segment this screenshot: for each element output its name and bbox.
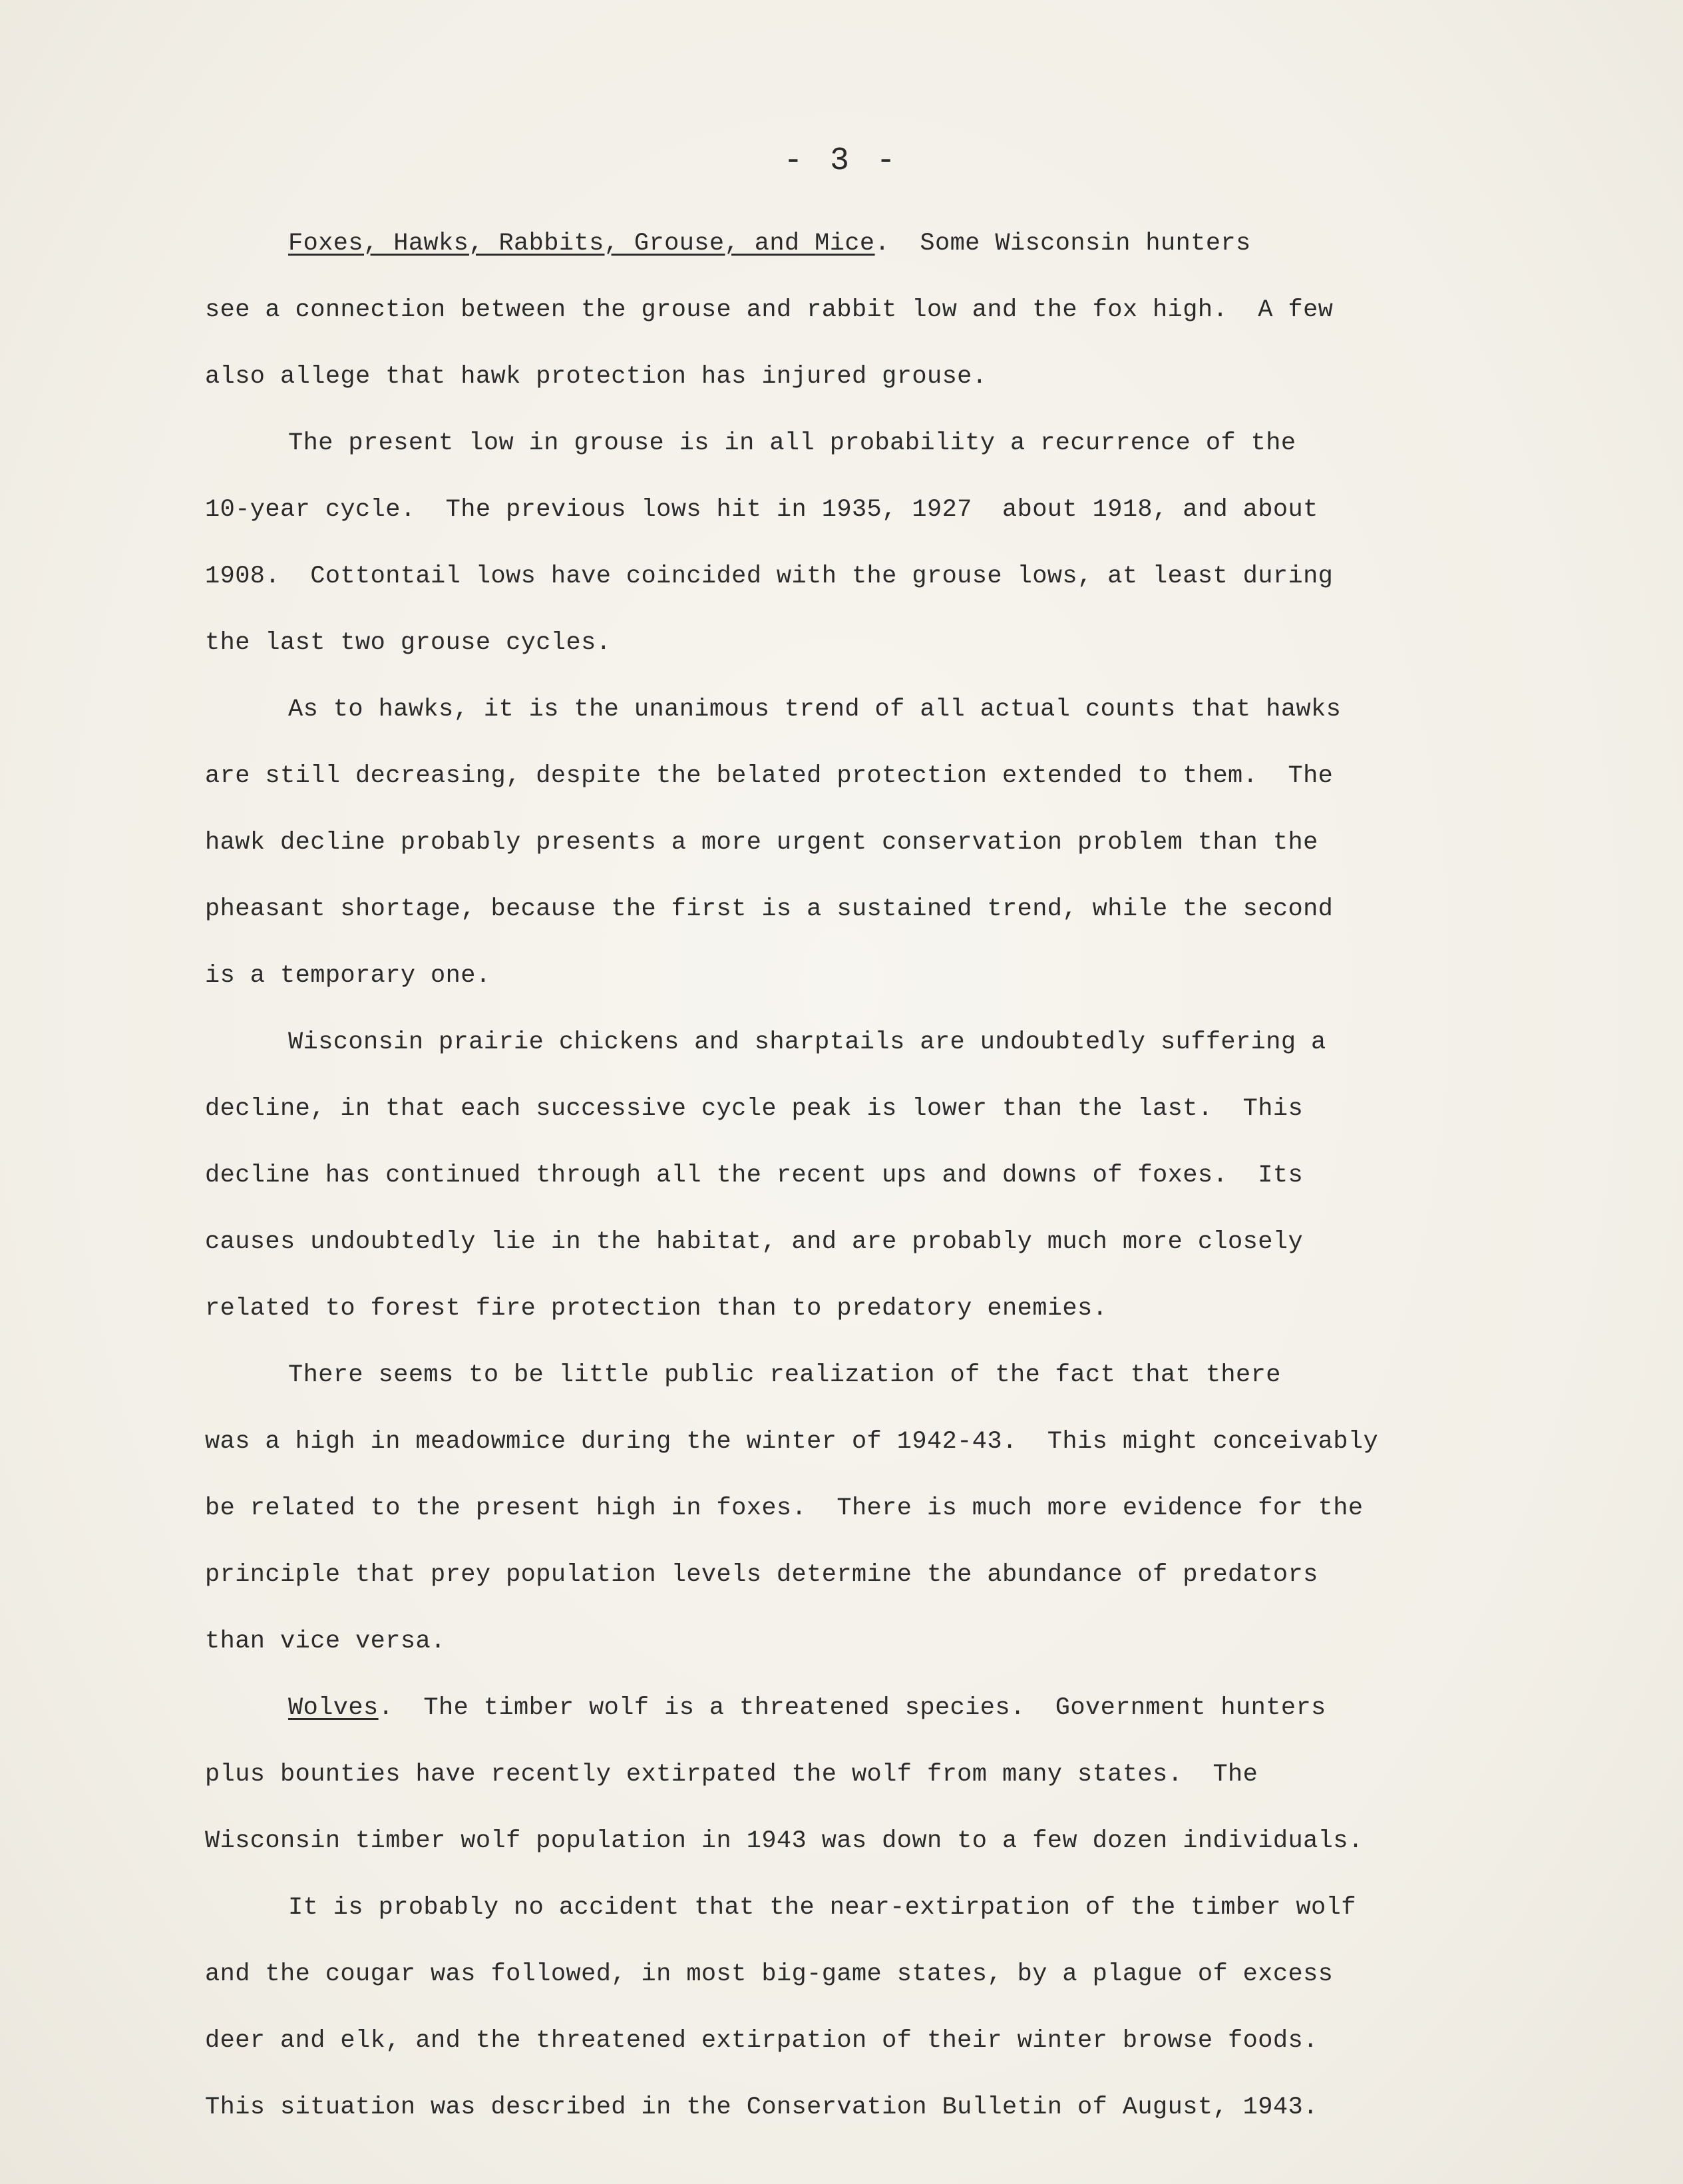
paragraph-line: The present low in grouse is in all probability a recurrence of the — [288, 429, 1296, 457]
paragraph-deer-elk — [205, 1874, 1536, 2141]
paragraph-line: Wisconsin timber wolf population in 1943 was down to a few dozen individuals. — [205, 1827, 1364, 1855]
paragraph-line: This situation was described in the Conservation Bulletin of August, 1943. — [205, 2093, 1318, 2121]
paragraph-foxes — [205, 210, 1536, 410]
paragraph-wolves — [205, 1675, 1536, 1874]
paragraph-line: deer and elk, and the threatened extirpation of their winter browse foods. — [205, 2027, 1318, 2055]
paragraph-line: related to forest fire protection than to predatory enemies. — [205, 1295, 1108, 1323]
paragraph-line: As to hawks, it is the unanimous trend of all actual counts that hawks — [288, 696, 1342, 724]
paragraph-line: and the cougar was followed, in most big-game states, by a plague of excess — [205, 1960, 1334, 1988]
paragraph-line: It is probably no accident that the near-extirpation of the timber wolf — [288, 1894, 1356, 1922]
paragraph-line: also allege that hawk protection has injured grouse. — [205, 363, 988, 391]
paragraph-grouse-cycle — [205, 410, 1536, 676]
paragraph-line: decline has continued through all the recent ups and downs of foxes. Its — [205, 1162, 1304, 1190]
paragraph-line: 1908. Cottontail lows have coincided with the grouse lows, at least during — [205, 562, 1334, 590]
paragraph-line: be related to the present high in foxes. There is much more evidence for the — [205, 1494, 1364, 1522]
paragraph-line: see a connection between the grouse and rabbit low and the fox high. A few — [205, 296, 1334, 324]
paragraph-line: decline, in that each successive cycle peak is lower than the last. This — [205, 1095, 1304, 1123]
paragraph-line: was a high in meadowmice during the winter of 1942-43. This might conceivably — [205, 1428, 1379, 1456]
paragraph-line: pheasant shortage, because the first is a sustained trend, while the second — [205, 895, 1334, 923]
line-text: . The timber wolf is a threatened species. Government hunters — [378, 1694, 1326, 1722]
line-text: . Some Wisconsin hunters — [874, 230, 1251, 258]
paragraph-line — [205, 1675, 1536, 1741]
paragraph-line: There seems to be little public realization of the fact that there — [288, 1361, 1281, 1389]
body-text — [205, 210, 1536, 2141]
paragraph-line — [205, 210, 1536, 277]
paragraph-line: than vice versa. — [205, 1628, 446, 1655]
section-heading-foxes: Foxes, Hawks, Rabbits, Grouse, and Mice — [288, 230, 875, 258]
paragraph-line: are still decreasing, despite the belated protection extended to them. The — [205, 762, 1334, 790]
paragraph-line: hawk decline probably presents a more urgent conservation problem than the — [205, 829, 1318, 857]
paragraph-hawks — [205, 676, 1536, 1009]
paragraph-line: plus bounties have recently extirpated the wolf from many states. The — [205, 1761, 1258, 1789]
paragraph-line: 10-year cycle. The previous lows hit in 1935, 1927 about 1918, and about — [205, 496, 1318, 524]
paragraph-line: principle that prey population levels determine the abundance of predators — [205, 1561, 1318, 1589]
paragraph-prairie-chickens — [205, 1009, 1536, 1342]
page-number: - 3 - — [783, 143, 900, 179]
paragraph-line: is a temporary one. — [205, 962, 491, 990]
section-heading-wolves: Wolves — [288, 1694, 379, 1722]
paragraph-line: Wisconsin prairie chickens and sharptails are undoubtedly suffering a — [288, 1028, 1326, 1056]
paragraph-meadowmice — [205, 1342, 1536, 1675]
paragraph-line: the last two grouse cycles. — [205, 629, 612, 657]
paragraph-line: causes undoubtedly lie in the habitat, and are probably much more closely — [205, 1228, 1304, 1256]
